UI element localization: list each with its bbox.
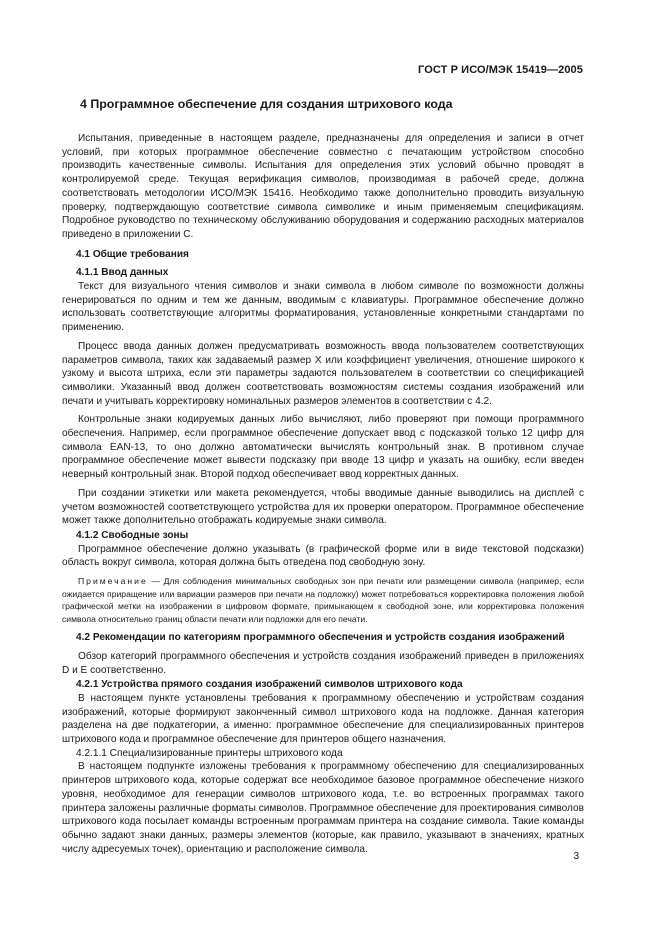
section-4-2-title: 4.2 Рекомендации по категориям программного обеспечения и устройств создания изображений: [76, 632, 565, 644]
section-4-1-1-title: 4.1.1 Ввод данных: [76, 267, 169, 279]
document-header: ГОСТ Р ИСО/МЭК 15419—2005: [418, 64, 583, 76]
section-4-2-1-paragraph-1: В настоящем пункте установлены требования к программному обеспечению и устройствам создания изображений, которые формируют законченный символ штрихового кода на подложке. Данная категория разделена на две подкатегории, а именно: программное обеспечение для специализированных принтеров штрихового кода и программное обеспечение для принтеров общего назначения.: [62, 692, 584, 746]
section-4-2-paragraph-1: Обзор категорий программного обеспечения и устройств создания изображений приведен в приложениях D и E соответственно.: [62, 650, 584, 676]
section-4-1-1-paragraph-1: Текст для визуального чтения символов и знаки символа в любом символе по возможности должны генерироваться по одним и тем же данным, вводимым с клавиатуры. Программное обеспечение должно использовать соответствующие алгоритмы форматирования, установленные конкретными стандартами по применению.: [62, 281, 584, 334]
page-body: [62, 96, 584, 856]
section-4-2-1-title: 4.2.1 Устройства прямого создания изображений символов штрихового кода: [76, 679, 463, 691]
note-text: — Для соблюдения минимальных свободных зон при печати или размещении символа (например, если ожидается приращение или вариации размеров при печати на подложку) может потребоваться корректировка положения любой графической метки на изображении в цифровом формате, примыкающем к свободной зоне, или корректировка положения символа относительно границ области печати или подложки для его печати.: [62, 576, 584, 624]
section-4-1-2-note: [62, 575, 584, 625]
section-4-2-1-1-paragraph-1: В настоящем подпункте изложены требования к программному обеспечению для специализированных принтеров штрихового кода, которые содержат все необходимое базовое программное обеспечение низкого уровня, необходимое для генерации символов штрихового кода, т.е. во встроенных программах такого принтера заложены различные форматы символов. Программное обеспечение для проектирования символов штрихового кода посылает команды встроенным программам принтера на создание символа. Такие команды обычно задают знаки данных, размеры элементов (которые, как правило, указывают в значениях, кратных числу адресуемых точек), ориентацию и расположение символа.: [62, 761, 584, 855]
section-4-1-1-paragraph-3: Контрольные знаки кодируемых данных либо вычисляют, либо проверяют при помощи программного обеспечения. Например, если программное обеспечение допускает ввод с подсказкой только 12 цифр для символа EAN-13, то оно должно автоматически вычислять контрольный знак. В противном случае программное обеспечение может вывести подсказку при вводе 13 цифр и указать на ошибку, если введен неверный контрольный знак. Второй подход обеспечивает ввод корректных данных.: [62, 414, 584, 481]
section-4-1-1-paragraph-4: При создании этикетки или макета рекомендуется, чтобы вводимые данные выводились на дисплей с учетом возможностей соответствующего устройства для их проверки оператором. Программное обеспечение может также дополнительно отображать кодируемые знаки символа.: [62, 487, 584, 527]
page-number: 3: [573, 851, 579, 862]
section-4-1-2-paragraph-1: Программное обеспечение должно указывать (в графической форме или в виде текстовой подсказки) область вокруг символа, которая должна быть отведена под свободную зону.: [62, 543, 584, 569]
section-4-1-1-paragraph-2: Процесс ввода данных должен предусматривать возможность ввода пользователем соответствующих параметров символа, таких как задаваемый размер X или коэффициент увеличения, отношение широкого к узкому и высота штриха, если эти параметры задаются пользователем в соответствии со спецификацией символики. Указанный ввод должен соответствовать возможностям системы создания изображений или печати и учитывать корректировку номинальных размеров элементов в соответствии с 4.2.: [62, 340, 584, 407]
section-4-1-2-title: 4.1.2 Свободные зоны: [76, 529, 189, 541]
section-4-1-title: 4.1 Общие требования: [76, 248, 189, 260]
section-4-intro: Испытания, приведенные в настоящем разделе, предназначены для определения и записи в отчет условий, при которых программное обеспечение совместно с печатающим устройством способно производить качественные символы. Испытания для определения этих условий обычно проводят в контролируемой среде. Текущая верификация символов, производимая в рабочей среде, должна соответствовать методологии ИСО/МЭК 15416. Необходимо также дополнительно проводить визуальную проверку, подтверждающую соответствие символа символике и иным применяемым спецификациям. Подробное руководство по техническому обслуживанию оборудования и содержанию расходных материалов приведено в приложении С.: [62, 133, 584, 240]
section-4-2-1-1-title: 4.2.1.1 Специализированные принтеры штрихового кода: [76, 747, 343, 759]
section-4-title: 4 Программное обеспечение для создания штрихового кода: [80, 97, 453, 111]
note-label: Примечание: [78, 576, 148, 587]
